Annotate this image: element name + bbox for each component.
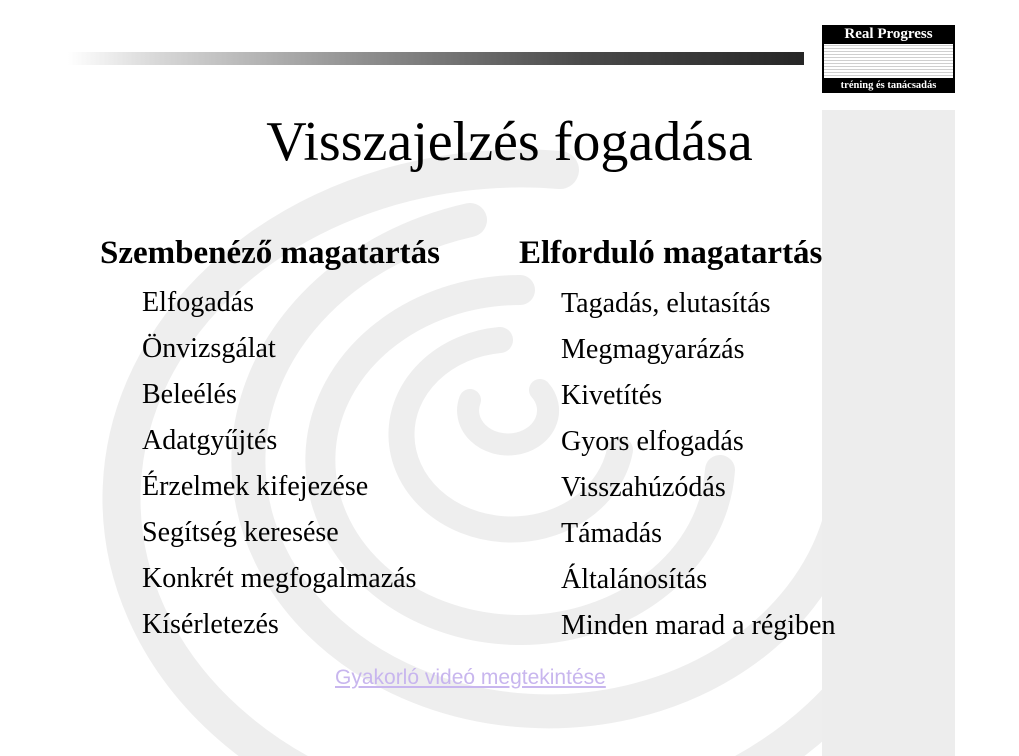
list-item: Önvizsgálat (142, 333, 276, 364)
logo-title: Real Progress (844, 26, 933, 42)
slide-title: Visszajelzés fogadása (266, 111, 753, 173)
list-item: Minden marad a régiben (561, 610, 836, 641)
list-item: Adatgyűjtés (142, 425, 278, 456)
list-item: Gyors elfogadás (561, 426, 744, 457)
list-item: Konkrét megfogalmazás (142, 563, 417, 594)
practice-video-link[interactable]: Gyakorló videó megtekintése (335, 666, 606, 689)
header-gradient-bar (68, 52, 804, 65)
list-item: Tagadás, elutasítás (561, 288, 771, 319)
logo-pattern (824, 44, 953, 78)
list-item: Általánosítás (561, 564, 708, 595)
company-logo (822, 25, 955, 93)
list-item: Megmagyarázás (561, 334, 745, 365)
list-item: Kísérletezés (142, 609, 279, 640)
right-decorative-strip (822, 110, 955, 756)
right-column-list (561, 281, 835, 649)
list-item: Visszahúzódás (561, 472, 726, 503)
logo-subtitle: tréning és tanácsadás (840, 80, 937, 91)
left-column-list (142, 280, 416, 648)
left-column-heading: Szembenéző magatartás (100, 235, 440, 271)
list-item: Támadás (561, 518, 663, 549)
list-item: Beleélés (142, 379, 237, 410)
list-item: Segítség keresése (142, 517, 339, 548)
list-item: Kivetítés (561, 380, 663, 411)
right-column-heading: Elforduló magatartás (519, 235, 823, 271)
list-item: Elfogadás (142, 287, 254, 318)
list-item: Érzelmek kifejezése (142, 471, 369, 502)
